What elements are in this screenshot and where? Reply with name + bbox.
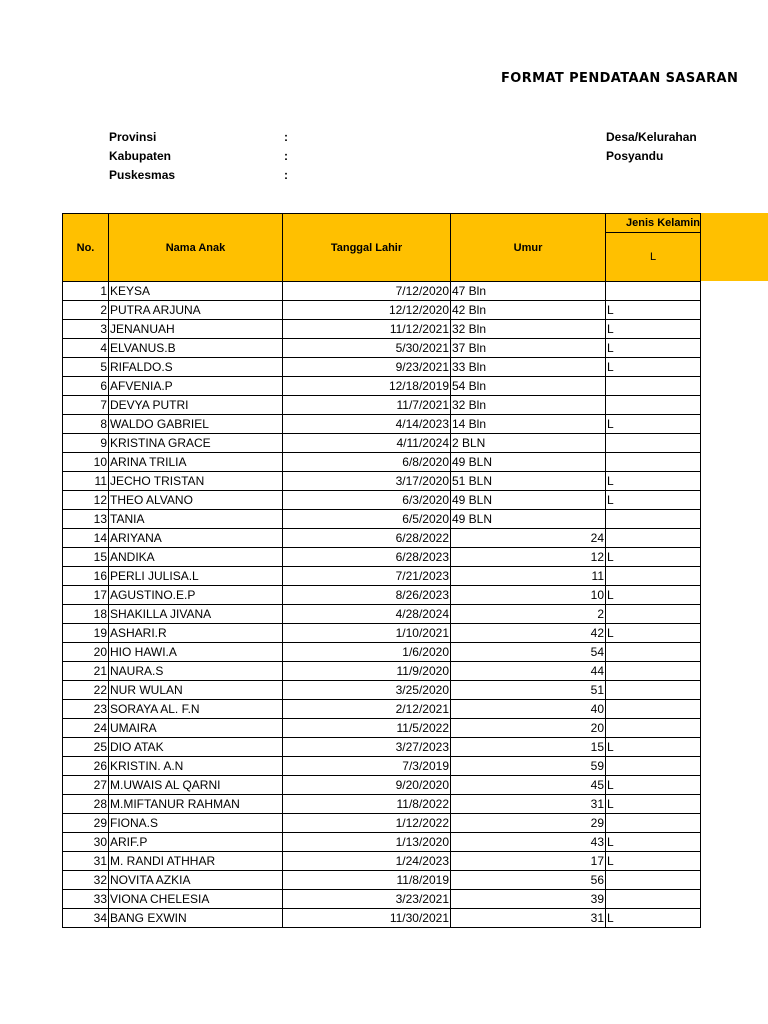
table-row — [63, 472, 701, 491]
cell-jenis-kelamin: L — [606, 909, 701, 928]
cell-tanggal-lahir: 11/8/2022 — [283, 795, 451, 814]
table-row — [63, 757, 701, 776]
cell-nama-anak: JENANUAH — [109, 320, 283, 339]
cell-no: 4 — [63, 339, 109, 358]
cell-tanggal-lahir: 8/26/2023 — [283, 586, 451, 605]
cell-no: 21 — [63, 662, 109, 681]
cell-nama-anak: DEVYA PUTRI — [109, 396, 283, 415]
cell-no: 27 — [63, 776, 109, 795]
cell-jenis-kelamin — [606, 871, 701, 890]
cell-no: 13 — [63, 510, 109, 529]
cell-no: 10 — [63, 453, 109, 472]
cell-jenis-kelamin — [606, 814, 701, 833]
table-row — [63, 890, 701, 909]
cell-umur: 20 — [451, 719, 606, 738]
cell-tanggal-lahir: 4/28/2024 — [283, 605, 451, 624]
cell-umur: 24 — [451, 529, 606, 548]
cell-tanggal-lahir: 6/3/2020 — [283, 491, 451, 510]
cell-no: 16 — [63, 567, 109, 586]
cell-nama-anak: ELVANUS.B — [109, 339, 283, 358]
cell-tanggal-lahir: 1/10/2021 — [283, 624, 451, 643]
cell-no: 6 — [63, 377, 109, 396]
table-row — [63, 852, 701, 871]
cell-no: 20 — [63, 643, 109, 662]
cell-jenis-kelamin — [606, 890, 701, 909]
cell-umur: 47 Bln — [451, 282, 606, 301]
cell-jenis-kelamin: L — [606, 738, 701, 757]
cell-tanggal-lahir: 7/21/2023 — [283, 567, 451, 586]
cell-jenis-kelamin: L — [606, 776, 701, 795]
cell-nama-anak: NUR WULAN — [109, 681, 283, 700]
cell-nama-anak: M.MIFTANUR RAHMAN — [109, 795, 283, 814]
cell-umur: 10 — [451, 586, 606, 605]
table-row — [63, 415, 701, 434]
cell-umur: 37 Bln — [451, 339, 606, 358]
header-umur: Umur — [451, 214, 606, 282]
cell-umur: 2 — [451, 605, 606, 624]
header-nama-anak: Nama Anak — [109, 214, 283, 282]
table-row — [63, 567, 701, 586]
cell-jenis-kelamin — [606, 396, 701, 415]
table-row — [63, 776, 701, 795]
cell-tanggal-lahir: 1/24/2023 — [283, 852, 451, 871]
cell-nama-anak: DIO ATAK — [109, 738, 283, 757]
cell-nama-anak: KEYSA — [109, 282, 283, 301]
cell-umur: 31 — [451, 795, 606, 814]
cell-no: 2 — [63, 301, 109, 320]
cell-tanggal-lahir: 6/8/2020 — [283, 453, 451, 472]
cell-umur: 33 Bln — [451, 358, 606, 377]
cell-no: 19 — [63, 624, 109, 643]
cell-no: 31 — [63, 852, 109, 871]
cell-nama-anak: NOVITA AZKIA — [109, 871, 283, 890]
cell-nama-anak: VIONA CHELESIA — [109, 890, 283, 909]
cell-umur: 59 — [451, 757, 606, 776]
cell-jenis-kelamin: L — [606, 852, 701, 871]
cell-umur: 51 BLN — [451, 472, 606, 491]
cell-jenis-kelamin: L — [606, 415, 701, 434]
cell-nama-anak: KRISTINA GRACE — [109, 434, 283, 453]
table-row — [63, 548, 701, 567]
table-row — [63, 453, 701, 472]
table-row — [63, 510, 701, 529]
cell-tanggal-lahir: 1/13/2020 — [283, 833, 451, 852]
cell-no: 25 — [63, 738, 109, 757]
table-row — [63, 624, 701, 643]
table-row — [63, 377, 701, 396]
cell-tanggal-lahir: 12/12/2020 — [283, 301, 451, 320]
cell-nama-anak: SORAYA AL. F.N — [109, 700, 283, 719]
table-row — [63, 358, 701, 377]
cell-jenis-kelamin: L — [606, 624, 701, 643]
cell-no: 7 — [63, 396, 109, 415]
cell-jenis-kelamin: L — [606, 491, 701, 510]
cell-no: 22 — [63, 681, 109, 700]
table-row — [63, 586, 701, 605]
kabupaten-label: Kabupaten — [109, 149, 172, 163]
cell-umur: 29 — [451, 814, 606, 833]
cell-no: 26 — [63, 757, 109, 776]
cell-umur: 31 — [451, 909, 606, 928]
cell-umur: 49 BLN — [451, 510, 606, 529]
cell-jenis-kelamin — [606, 605, 701, 624]
cell-nama-anak: AFVENIA.P — [109, 377, 283, 396]
cell-umur: 42 Bln — [451, 301, 606, 320]
cell-tanggal-lahir: 4/11/2024 — [283, 434, 451, 453]
cell-nama-anak: ARIF.P — [109, 833, 283, 852]
header-no: No. — [63, 214, 109, 282]
provinsi-colon: : — [284, 130, 288, 144]
cell-tanggal-lahir: 3/23/2021 — [283, 890, 451, 909]
table-row — [63, 643, 701, 662]
table-row — [63, 909, 701, 928]
cell-nama-anak: AGUSTINO.E.P — [109, 586, 283, 605]
table-row — [63, 738, 701, 757]
header-tanggal-lahir: Tanggal Lahir — [283, 214, 451, 282]
cell-umur: 17 — [451, 852, 606, 871]
table-row — [63, 396, 701, 415]
cell-tanggal-lahir: 11/12/2021 — [283, 320, 451, 339]
cell-umur: 40 — [451, 700, 606, 719]
cell-nama-anak: NAURA.S — [109, 662, 283, 681]
table-row — [63, 282, 701, 301]
table-row — [63, 871, 701, 890]
cell-tanggal-lahir: 6/5/2020 — [283, 510, 451, 529]
cell-jenis-kelamin: L — [606, 320, 701, 339]
puskesmas-colon: : — [284, 168, 288, 182]
cell-jenis-kelamin — [606, 567, 701, 586]
cell-tanggal-lahir: 11/30/2021 — [283, 909, 451, 928]
cell-umur: 39 — [451, 890, 606, 909]
cell-no: 5 — [63, 358, 109, 377]
cell-umur: 49 BLN — [451, 491, 606, 510]
cell-tanggal-lahir: 11/7/2021 — [283, 396, 451, 415]
cell-no: 9 — [63, 434, 109, 453]
cell-no: 8 — [63, 415, 109, 434]
header-jenis-kelamin: Jenis Kelamin — [606, 214, 701, 233]
header-l: L — [606, 233, 701, 282]
cell-no: 32 — [63, 871, 109, 890]
cell-tanggal-lahir: 6/28/2023 — [283, 548, 451, 567]
table-row — [63, 719, 701, 738]
cell-tanggal-lahir: 11/8/2019 — [283, 871, 451, 890]
cell-nama-anak: ANDIKA — [109, 548, 283, 567]
cell-jenis-kelamin — [606, 700, 701, 719]
cell-no: 12 — [63, 491, 109, 510]
cell-umur: 32 Bln — [451, 396, 606, 415]
cell-umur: 32 Bln — [451, 320, 606, 339]
cell-tanggal-lahir: 2/12/2021 — [283, 700, 451, 719]
cell-umur: 45 — [451, 776, 606, 795]
cell-nama-anak: ARINA TRILIA — [109, 453, 283, 472]
puskesmas-label: Puskesmas — [109, 168, 176, 182]
provinsi-label: Provinsi — [109, 130, 157, 144]
cell-jenis-kelamin: L — [606, 301, 701, 320]
cell-umur: 2 BLN — [451, 434, 606, 453]
cell-tanggal-lahir: 6/28/2022 — [283, 529, 451, 548]
desa-label: Desa/Kelurahan — [606, 130, 697, 144]
cell-umur: 51 — [451, 681, 606, 700]
table-row — [63, 434, 701, 453]
cell-no: 15 — [63, 548, 109, 567]
table-row — [63, 662, 701, 681]
cell-tanggal-lahir: 5/30/2021 — [283, 339, 451, 358]
cell-nama-anak: PERLI JULISA.L — [109, 567, 283, 586]
cell-nama-anak: SHAKILLA JIVANA — [109, 605, 283, 624]
cell-jenis-kelamin — [606, 377, 701, 396]
cell-nama-anak: TANIA — [109, 510, 283, 529]
document-title: FORMAT PENDATAAN SASARAN — [501, 71, 739, 86]
table-row — [63, 795, 701, 814]
cell-jenis-kelamin — [606, 434, 701, 453]
jenis-kelamin-header-extension — [699, 213, 768, 281]
cell-tanggal-lahir: 1/6/2020 — [283, 643, 451, 662]
table-row — [63, 301, 701, 320]
cell-tanggal-lahir: 4/14/2023 — [283, 415, 451, 434]
cell-nama-anak: HIO HAWI.A — [109, 643, 283, 662]
cell-tanggal-lahir: 12/18/2019 — [283, 377, 451, 396]
table-row — [63, 339, 701, 358]
cell-umur: 54 Bln — [451, 377, 606, 396]
cell-umur: 43 — [451, 833, 606, 852]
table-row — [63, 529, 701, 548]
cell-jenis-kelamin: L — [606, 339, 701, 358]
table-row — [63, 700, 701, 719]
cell-jenis-kelamin — [606, 643, 701, 662]
cell-jenis-kelamin: L — [606, 586, 701, 605]
table-row — [63, 320, 701, 339]
cell-umur: 42 — [451, 624, 606, 643]
cell-nama-anak: KRISTIN. A.N — [109, 757, 283, 776]
cell-umur: 11 — [451, 567, 606, 586]
cell-tanggal-lahir: 11/9/2020 — [283, 662, 451, 681]
cell-umur: 56 — [451, 871, 606, 890]
cell-umur: 49 BLN — [451, 453, 606, 472]
cell-no: 34 — [63, 909, 109, 928]
cell-jenis-kelamin — [606, 510, 701, 529]
cell-nama-anak: PUTRA ARJUNA — [109, 301, 283, 320]
cell-umur: 44 — [451, 662, 606, 681]
cell-jenis-kelamin — [606, 453, 701, 472]
cell-tanggal-lahir: 7/3/2019 — [283, 757, 451, 776]
table-row — [63, 605, 701, 624]
cell-tanggal-lahir: 3/17/2020 — [283, 472, 451, 491]
cell-no: 18 — [63, 605, 109, 624]
cell-jenis-kelamin — [606, 719, 701, 738]
cell-nama-anak: THEO ALVANO — [109, 491, 283, 510]
cell-jenis-kelamin — [606, 662, 701, 681]
cell-no: 3 — [63, 320, 109, 339]
cell-jenis-kelamin — [606, 757, 701, 776]
cell-nama-anak: JECHO TRISTAN — [109, 472, 283, 491]
cell-tanggal-lahir: 9/23/2021 — [283, 358, 451, 377]
cell-jenis-kelamin — [606, 681, 701, 700]
cell-no: 30 — [63, 833, 109, 852]
cell-jenis-kelamin: L — [606, 472, 701, 491]
cell-nama-anak: UMAIRA — [109, 719, 283, 738]
cell-no: 28 — [63, 795, 109, 814]
cell-no: 24 — [63, 719, 109, 738]
data-table — [62, 213, 701, 928]
cell-umur: 14 Bln — [451, 415, 606, 434]
cell-nama-anak: ARIYANA — [109, 529, 283, 548]
cell-tanggal-lahir: 3/25/2020 — [283, 681, 451, 700]
cell-jenis-kelamin: L — [606, 833, 701, 852]
cell-umur: 15 — [451, 738, 606, 757]
table-row — [63, 833, 701, 852]
cell-jenis-kelamin: L — [606, 358, 701, 377]
cell-no: 11 — [63, 472, 109, 491]
cell-tanggal-lahir: 1/12/2022 — [283, 814, 451, 833]
kabupaten-colon: : — [284, 149, 288, 163]
cell-umur: 54 — [451, 643, 606, 662]
cell-no: 14 — [63, 529, 109, 548]
cell-jenis-kelamin — [606, 529, 701, 548]
cell-nama-anak: M.UWAIS AL QARNI — [109, 776, 283, 795]
cell-nama-anak: RIFALDO.S — [109, 358, 283, 377]
cell-no: 33 — [63, 890, 109, 909]
cell-umur: 12 — [451, 548, 606, 567]
cell-nama-anak: WALDO GABRIEL — [109, 415, 283, 434]
cell-nama-anak: M. RANDI ATHHAR — [109, 852, 283, 871]
cell-no: 23 — [63, 700, 109, 719]
cell-nama-anak: BANG EXWIN — [109, 909, 283, 928]
cell-jenis-kelamin: L — [606, 548, 701, 567]
cell-nama-anak: FIONA.S — [109, 814, 283, 833]
cell-jenis-kelamin — [606, 282, 701, 301]
cell-tanggal-lahir: 11/5/2022 — [283, 719, 451, 738]
cell-jenis-kelamin: L — [606, 795, 701, 814]
cell-nama-anak: ASHARI.R — [109, 624, 283, 643]
cell-tanggal-lahir: 7/12/2020 — [283, 282, 451, 301]
cell-no: 17 — [63, 586, 109, 605]
table-row — [63, 681, 701, 700]
cell-no: 29 — [63, 814, 109, 833]
table-row — [63, 814, 701, 833]
cell-tanggal-lahir: 9/20/2020 — [283, 776, 451, 795]
table-row — [63, 491, 701, 510]
cell-tanggal-lahir: 3/27/2023 — [283, 738, 451, 757]
cell-no: 1 — [63, 282, 109, 301]
posyandu-label: Posyandu — [606, 149, 664, 163]
